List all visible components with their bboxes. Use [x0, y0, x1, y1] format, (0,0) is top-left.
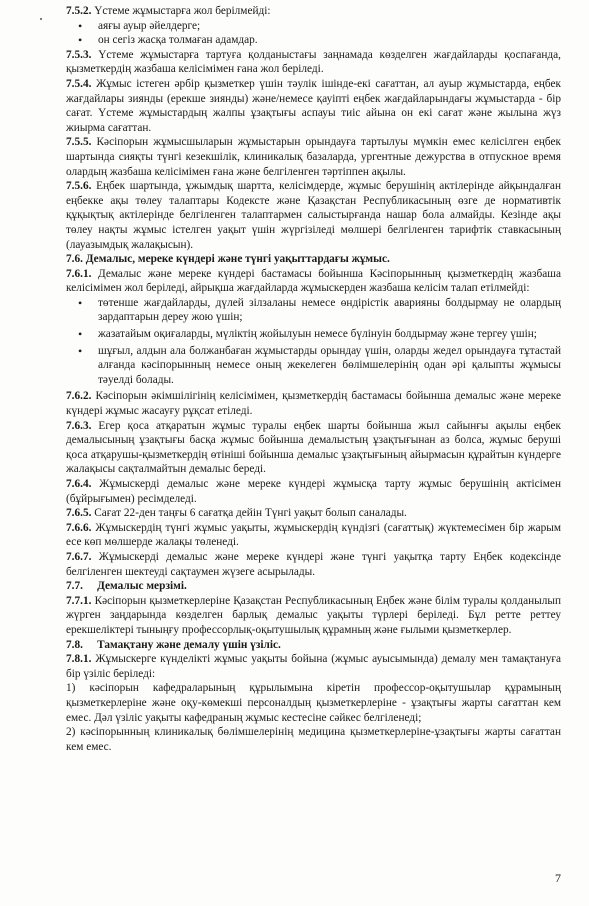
- clause-7-5-2: 7.5.2. Үстеме жұмыстарға жол берілмейді:: [66, 5, 271, 17]
- clause-7-7-1: 7.7.1. Кәсіпорын қызметкерлеріне Қазақстан Республикасының Еңбек және білім туралы қолданылып жүрген заңдарында көзделген барлық демалыс уақыты түрлері беріледі. Бұл ретте реттеу ерекшеліктері тыныңғу профессорлық-оқытушылық құрамның және ғылыми қызметкерлер.: [66, 594, 561, 636]
- section-heading-7-7: 7.7. Демалыс мерзімі.: [66, 580, 187, 593]
- clause-7-6-6: 7.6.6. Жұмыскердің түнгі жұмыс уақыты, жұмыскердің күндізгі (сағаттық) жүктемесімен бір жарым есе көп мөлшерде жалақы төленеді.: [66, 521, 561, 549]
- clause-7-6-4: 7.6.4. Жұмыскерді демалыс және мереке күндері жұмысқа тарту жұмыс берушінің актісімен (бұйрығымен) ресімделеді.: [66, 478, 561, 505]
- clause-7-5-6: 7.5.6. Еңбек шартында, ұжымдық шартта, келісімдерде, жұмыс берушінің актілерінде айқындалған еңбекке ақы төлеу талаптары Кодексте және Қазақстан Республикасының өзге де нормативтік құқықтық актілерінде белгіленген талаптармен салыстырғанда нашар бола алмайды. Кезінде ақы төлеу нақты жұмыс істелген уақыт үшін жүргізіледі мөлшері белгіленген тарифтік ставкасының (лауазымдық жалақысын).: [66, 180, 561, 251]
- page-number: 7: [555, 871, 561, 886]
- list-item: • жазатайым оқиғаларды, мүліктің жойылуын немесе бүлінуін болдырмау және тергеу үшін;: [98, 327, 561, 342]
- list-item: • шұғыл, алдын ала болжанбаған жұмыстарды орындау үшін, оларды жедел орындауға тұтастай алғанда кәсіпорынның немесе оның жекелеген бөлімшелерінің одан әрі қалыпты жұмысы тәуелді болады.: [98, 344, 561, 388]
- list-item: • төтенше жағдайларды, дүлей зілзаланы немесе өндірістік аварияны болдырмау не олардың зардаптарын дереу жою үшін;: [98, 296, 561, 325]
- clause-7-8-1-item-1: 1) кәсіпорын кафедраларының құрылымына кіретін профессор-оқытушылар құрамының қызметкерлеріне және оқу-көмекші персоналдың қызметкерлеріне - ұзақтығы жарты сағаттан кем емес. Дәл үзіліс уақыты кафедраның жұмыс кестесіне сәйкес белгіленеді;: [66, 682, 561, 724]
- clause-7-6-2: 7.6.2. Кәсіпорын әкімшілігінің келісімімен, қызметкердің бастамасы бойынша демалыс және мереке күндері жұмыс жасауғу рұқсат етіледі.: [66, 390, 561, 418]
- list-item: • аяғы ауыр әйелдерге;: [98, 19, 561, 34]
- clause-7-5-3: 7.5.3. Үстеме жұмыстарға тартуға қолданыстағы заңнамада көзделген жағдайларды қоспағанда, қызметкердің жазбаша келісімімен ғана жол беріледі.: [66, 48, 561, 76]
- clause-7-5-4: 7.5.4. Жұмыс істеген әрбір қызметкер үшін тәулік ішінде-екі сағаттан, ал ауыр жұмыстарда, еңбек жағдайлары зиянды (ерекше зиянды) және/немесе қауіпті еңбек жағдайларындағы жұмыстарда - бір сағат. Үстеме жұмыстардың жалпы ұзақтығы аспауы тиіс айына он екі сағат және жылына жүз жиырма сағаттан.: [66, 77, 561, 134]
- clause-7-8-1: 7.8.1. Жұмыскерге күнделікті жұмыс уақыты бойына (жұмыс ауысымында) демалу мен тамақтануға бір үзіліс беріледі:: [66, 653, 561, 680]
- clause-7-5-2-list: [66, 19, 561, 48]
- clause-7-6-1: 7.6.1. Демалыс және мереке күндері бастамасы бойынша Кәсіпорынның қызметкердің жазбаша келісімімен жол беріледі, айрықша жағдайларда жұмыскерден жазбаша келісім талап етілмейді:: [66, 267, 561, 295]
- clause-7-6-3: 7.6.3. Егер қоса атқаратын жұмыс туралы еңбек шарты бойынша жыл сайынғы ақылы еңбек демалысының ұзақтығы басқа жұмыс бойынша демалыстың ұзақтығынан аз болса, жұмыс беруші қоса атқарушы-қызметкердің өтініші бойынша демалыс ұзақтығының айырмасын құрайтын күндерге жалақысы сақталмайтын демалыс береді.: [66, 419, 561, 476]
- section-heading-7-8: 7.8. Тамақтану және демалу үшін үзіліс.: [66, 638, 281, 651]
- clause-7-6-5: 7.6.5. Сағат 22-ден таңғы 6 сағатқа дейін Түнгі уақыт болып саналады.: [66, 507, 407, 520]
- list-item: • он сегіз жасқа толмаған адамдар.: [98, 33, 561, 48]
- scan-speck: [40, 18, 42, 20]
- clause-7-5-5: 7.5.5. Кәсіпорын жұмысшыларын жұмыстарын орындауға тартылуы мүмкін емес келісілген еңбек шартында сияқты түнгі кезекшілік, клиникалық базаларда, ургентные дежурства в отпускное время олардың жазбаша келісімімен ғана және белгіленген тәртіппен ақылы.: [66, 136, 561, 178]
- section-heading-7-6: 7.6. Демалыс, мереке күндері және түнгі уақыттардағы жұмыс.: [66, 253, 390, 266]
- clause-7-6-7: 7.6.7. Жұмыскерді демалыс және мереке күндері және түнгі уақытқа тарту Еңбек кодексінде белгіленген шектеуді сақтаумен жүзеге асырылады.: [66, 550, 561, 578]
- clause-7-6-1-list: [66, 296, 561, 388]
- clause-7-8-1-item-2: 2) кәсіпорынның клиникалық бөлімшелерінің медицина қызметкерлеріне-ұзақтығы жарты сағаттан кем емес.: [66, 726, 561, 753]
